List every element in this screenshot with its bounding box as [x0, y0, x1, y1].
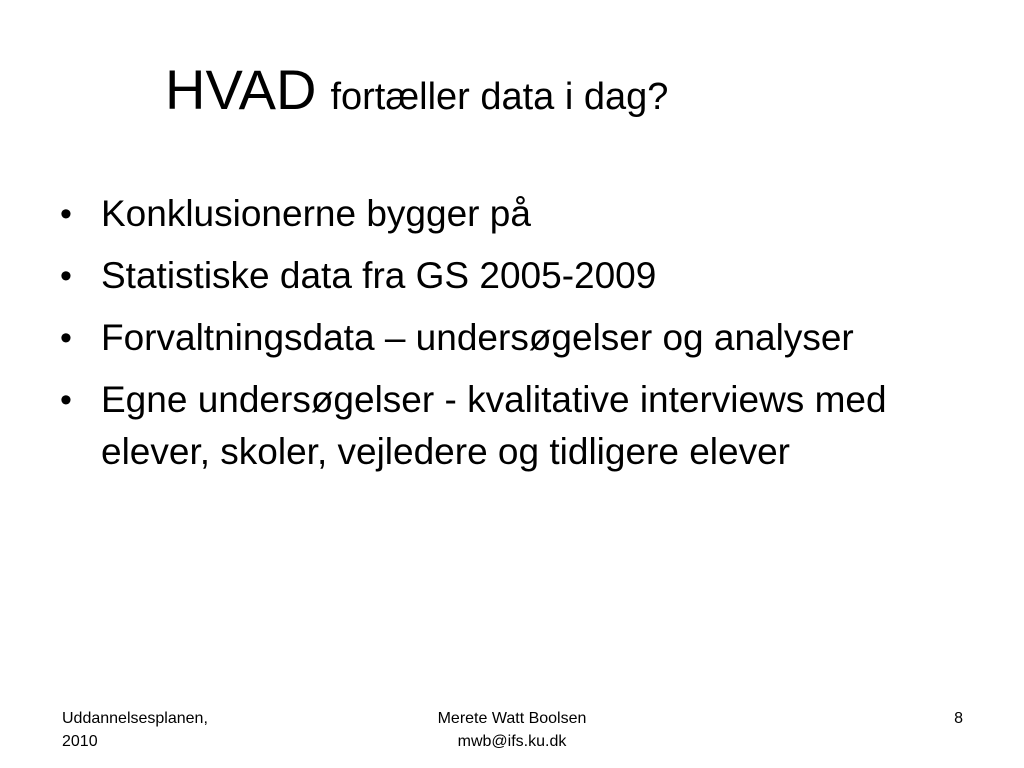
bullet-icon: • [60, 381, 72, 419]
bullet-item [60, 374, 990, 478]
bullet-icon: • [60, 195, 72, 233]
bullet-item [60, 250, 990, 302]
footer-left-line: 2010 [62, 733, 98, 750]
bullet-text: Forvaltningsdata – undersøgelser og analyser [101, 317, 854, 358]
bullet-list [60, 188, 990, 488]
footer-left-line: Uddannelsesplanen, [62, 710, 208, 727]
slide-number: 8 [954, 710, 963, 727]
bullet-icon: • [60, 319, 72, 357]
bullet-text: Egne undersøgelser - kvalitative interviews med elever, skoler, vejledere og tidligere elever [101, 379, 887, 472]
footer-author-name: Merete Watt Boolsen [437, 710, 587, 727]
footer-presentation-name [62, 707, 282, 753]
bullet-icon: • [60, 257, 72, 295]
bullet-item [60, 188, 990, 240]
bullet-text: Statistiske data fra GS 2005-2009 [101, 255, 657, 296]
footer-author-email: mwb@ifs.ku.dk [457, 733, 567, 750]
footer-author [362, 707, 662, 753]
slide-title-subtitle: fortæller data i dag? [330, 76, 669, 118]
bullet-item [60, 312, 990, 364]
slide-title [165, 58, 669, 121]
bullet-text: Konklusionerne bygger på [101, 193, 531, 234]
slide-title-main: HVAD [165, 58, 317, 121]
